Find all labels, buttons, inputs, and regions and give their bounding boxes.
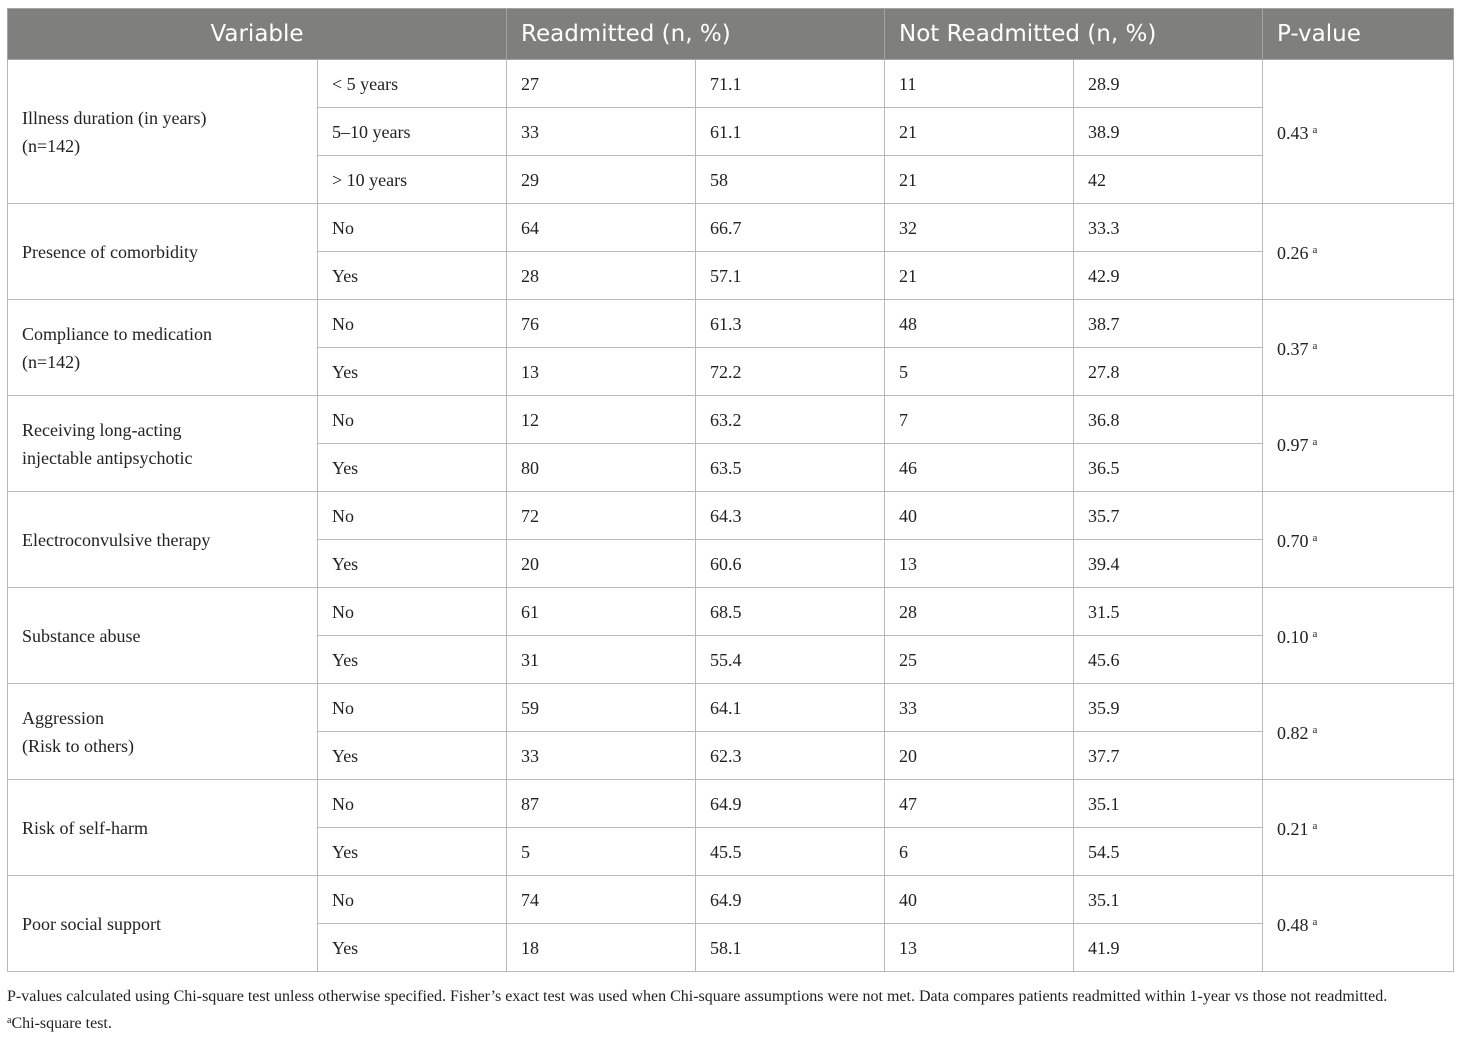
readmitted-n-cell: 64 xyxy=(507,204,696,252)
not-readmitted-pct-cell: 35.1 xyxy=(1074,876,1263,924)
table-row xyxy=(8,204,1454,252)
not-readmitted-pct-cell: 37.7 xyxy=(1074,732,1263,780)
readmitted-n-cell: 18 xyxy=(507,924,696,972)
pvalue-text: 0.70 xyxy=(1277,531,1309,551)
readmitted-n-cell: 87 xyxy=(507,780,696,828)
pvalue-footnote-marker: a xyxy=(1312,916,1318,928)
not-readmitted-pct-cell: 33.3 xyxy=(1074,204,1263,252)
readmitted-pct-cell: 45.5 xyxy=(696,828,885,876)
not-readmitted-n-cell: 21 xyxy=(885,156,1074,204)
readmitted-n-cell: 27 xyxy=(507,60,696,108)
subcategory-cell: Yes xyxy=(318,636,507,684)
footnote-a-marker: a xyxy=(7,1015,12,1026)
table-body xyxy=(8,60,1454,972)
pvalue-text: 0.82 xyxy=(1277,723,1309,743)
pvalue-cell xyxy=(1263,684,1454,780)
pvalue-footnote-marker: a xyxy=(1312,340,1318,352)
subcategory-cell: Yes xyxy=(318,252,507,300)
readmission-table xyxy=(7,8,1454,972)
pvalue-cell xyxy=(1263,780,1454,876)
subcategory-cell: Yes xyxy=(318,924,507,972)
not-readmitted-n-cell: 11 xyxy=(885,60,1074,108)
subcategory-cell: Yes xyxy=(318,348,507,396)
pvalue-footnote-marker: a xyxy=(1312,436,1318,448)
pvalue-text: 0.37 xyxy=(1277,339,1309,359)
not-readmitted-n-cell: 5 xyxy=(885,348,1074,396)
table-row xyxy=(8,780,1454,828)
not-readmitted-pct-cell: 42.9 xyxy=(1074,252,1263,300)
table-row xyxy=(8,876,1454,924)
not-readmitted-pct-cell: 28.9 xyxy=(1074,60,1263,108)
not-readmitted-pct-cell: 38.9 xyxy=(1074,108,1263,156)
readmitted-n-cell: 33 xyxy=(507,108,696,156)
readmitted-pct-cell: 60.6 xyxy=(696,540,885,588)
not-readmitted-n-cell: 21 xyxy=(885,252,1074,300)
table-footnote xyxy=(7,985,1453,1036)
subcategory-cell: No xyxy=(318,396,507,444)
not-readmitted-pct-cell: 35.1 xyxy=(1074,780,1263,828)
not-readmitted-n-cell: 7 xyxy=(885,396,1074,444)
readmitted-pct-cell: 61.3 xyxy=(696,300,885,348)
subcategory-cell: Yes xyxy=(318,444,507,492)
readmitted-n-cell: 61 xyxy=(507,588,696,636)
header-readmitted: Readmitted (n, %) xyxy=(507,9,885,60)
not-readmitted-n-cell: 32 xyxy=(885,204,1074,252)
variable-label: Illness duration (in years) (n=142) xyxy=(8,60,318,204)
subcategory-cell: No xyxy=(318,492,507,540)
readmitted-pct-cell: 64.9 xyxy=(696,876,885,924)
readmitted-n-cell: 12 xyxy=(507,396,696,444)
readmitted-pct-cell: 62.3 xyxy=(696,732,885,780)
subcategory-cell: 5–10 years xyxy=(318,108,507,156)
pvalue-text: 0.26 xyxy=(1277,243,1309,263)
readmitted-pct-cell: 66.7 xyxy=(696,204,885,252)
variable-label: Substance abuse xyxy=(8,588,318,684)
variable-label: Risk of self-harm xyxy=(8,780,318,876)
footnote-a xyxy=(7,1009,1453,1036)
not-readmitted-pct-cell: 27.8 xyxy=(1074,348,1263,396)
not-readmitted-n-cell: 46 xyxy=(885,444,1074,492)
table-row xyxy=(8,588,1454,636)
readmitted-n-cell: 5 xyxy=(507,828,696,876)
pvalue-cell xyxy=(1263,588,1454,684)
subcategory-cell: < 5 years xyxy=(318,60,507,108)
subcategory-cell: No xyxy=(318,684,507,732)
pvalue-text: 0.43 xyxy=(1277,123,1309,143)
readmitted-pct-cell: 64.3 xyxy=(696,492,885,540)
not-readmitted-n-cell: 13 xyxy=(885,540,1074,588)
pvalue-text: 0.97 xyxy=(1277,435,1309,455)
not-readmitted-pct-cell: 36.5 xyxy=(1074,444,1263,492)
pvalue-footnote-marker: a xyxy=(1312,820,1318,832)
variable-label: Aggression (Risk to others) xyxy=(8,684,318,780)
not-readmitted-n-cell: 13 xyxy=(885,924,1074,972)
pvalue-text: 0.48 xyxy=(1277,915,1309,935)
header-not-readmitted: Not Readmitted (n, %) xyxy=(885,9,1263,60)
table-row xyxy=(8,60,1454,108)
not-readmitted-n-cell: 33 xyxy=(885,684,1074,732)
table-row xyxy=(8,396,1454,444)
readmitted-n-cell: 28 xyxy=(507,252,696,300)
subcategory-cell: No xyxy=(318,780,507,828)
pvalue-cell xyxy=(1263,300,1454,396)
variable-label: Electroconvulsive therapy xyxy=(8,492,318,588)
pvalue-cell xyxy=(1263,60,1454,204)
readmitted-pct-cell: 72.2 xyxy=(696,348,885,396)
pvalue-cell xyxy=(1263,396,1454,492)
readmitted-n-cell: 31 xyxy=(507,636,696,684)
not-readmitted-pct-cell: 45.6 xyxy=(1074,636,1263,684)
header-variable: Variable xyxy=(8,9,507,60)
pvalue-footnote-marker: a xyxy=(1312,124,1318,136)
table-row xyxy=(8,300,1454,348)
readmitted-pct-cell: 68.5 xyxy=(696,588,885,636)
readmitted-pct-cell: 63.2 xyxy=(696,396,885,444)
not-readmitted-n-cell: 6 xyxy=(885,828,1074,876)
readmitted-pct-cell: 64.1 xyxy=(696,684,885,732)
pvalue-footnote-marker: a xyxy=(1312,244,1318,256)
table-row xyxy=(8,492,1454,540)
readmitted-pct-cell: 71.1 xyxy=(696,60,885,108)
readmitted-n-cell: 72 xyxy=(507,492,696,540)
subcategory-cell: Yes xyxy=(318,540,507,588)
subcategory-cell: No xyxy=(318,588,507,636)
header-pvalue: P-value xyxy=(1263,9,1454,60)
not-readmitted-pct-cell: 38.7 xyxy=(1074,300,1263,348)
not-readmitted-pct-cell: 35.7 xyxy=(1074,492,1263,540)
variable-label: Presence of comorbidity xyxy=(8,204,318,300)
subcategory-cell: Yes xyxy=(318,828,507,876)
readmitted-n-cell: 20 xyxy=(507,540,696,588)
pvalue-text: 0.10 xyxy=(1277,627,1309,647)
pvalue-cell xyxy=(1263,876,1454,972)
readmitted-n-cell: 33 xyxy=(507,732,696,780)
readmitted-n-cell: 76 xyxy=(507,300,696,348)
pvalue-footnote-marker: a xyxy=(1312,532,1318,544)
readmitted-pct-cell: 58 xyxy=(696,156,885,204)
pvalue-footnote-marker: a xyxy=(1312,628,1318,640)
not-readmitted-n-cell: 25 xyxy=(885,636,1074,684)
variable-label: Compliance to medication (n=142) xyxy=(8,300,318,396)
not-readmitted-n-cell: 48 xyxy=(885,300,1074,348)
readmitted-pct-cell: 63.5 xyxy=(696,444,885,492)
variable-label: Poor social support xyxy=(8,876,318,972)
pvalue-cell xyxy=(1263,204,1454,300)
readmitted-n-cell: 13 xyxy=(507,348,696,396)
readmitted-pct-cell: 64.9 xyxy=(696,780,885,828)
variable-label: Receiving long-acting injectable antipsychotic xyxy=(8,396,318,492)
not-readmitted-n-cell: 28 xyxy=(885,588,1074,636)
not-readmitted-pct-cell: 35.9 xyxy=(1074,684,1263,732)
subcategory-cell: Yes xyxy=(318,732,507,780)
readmitted-pct-cell: 55.4 xyxy=(696,636,885,684)
not-readmitted-pct-cell: 36.8 xyxy=(1074,396,1263,444)
not-readmitted-n-cell: 21 xyxy=(885,108,1074,156)
table-header-row xyxy=(8,9,1454,60)
readmitted-n-cell: 59 xyxy=(507,684,696,732)
not-readmitted-pct-cell: 42 xyxy=(1074,156,1263,204)
readmitted-pct-cell: 61.1 xyxy=(696,108,885,156)
readmitted-pct-cell: 58.1 xyxy=(696,924,885,972)
subcategory-cell: No xyxy=(318,300,507,348)
footnote-a-text: Chi-square test. xyxy=(11,1015,112,1032)
not-readmitted-n-cell: 40 xyxy=(885,876,1074,924)
readmitted-n-cell: 74 xyxy=(507,876,696,924)
not-readmitted-pct-cell: 54.5 xyxy=(1074,828,1263,876)
not-readmitted-n-cell: 20 xyxy=(885,732,1074,780)
subcategory-cell: No xyxy=(318,876,507,924)
readmitted-n-cell: 29 xyxy=(507,156,696,204)
not-readmitted-n-cell: 47 xyxy=(885,780,1074,828)
subcategory-cell: > 10 years xyxy=(318,156,507,204)
readmitted-n-cell: 80 xyxy=(507,444,696,492)
pvalue-footnote-marker: a xyxy=(1312,724,1318,736)
not-readmitted-pct-cell: 31.5 xyxy=(1074,588,1263,636)
not-readmitted-pct-cell: 41.9 xyxy=(1074,924,1263,972)
pvalue-cell xyxy=(1263,492,1454,588)
footnote-main: P-values calculated using Chi-square test unless otherwise specified. Fisher’s exact test was used when Chi-square assumptions were not met. Data compares patients readmitted within 1-year vs those not readmitted. xyxy=(7,988,1388,1005)
not-readmitted-n-cell: 40 xyxy=(885,492,1074,540)
table-row xyxy=(8,684,1454,732)
not-readmitted-pct-cell: 39.4 xyxy=(1074,540,1263,588)
subcategory-cell: No xyxy=(318,204,507,252)
readmitted-pct-cell: 57.1 xyxy=(696,252,885,300)
pvalue-text: 0.21 xyxy=(1277,819,1309,839)
